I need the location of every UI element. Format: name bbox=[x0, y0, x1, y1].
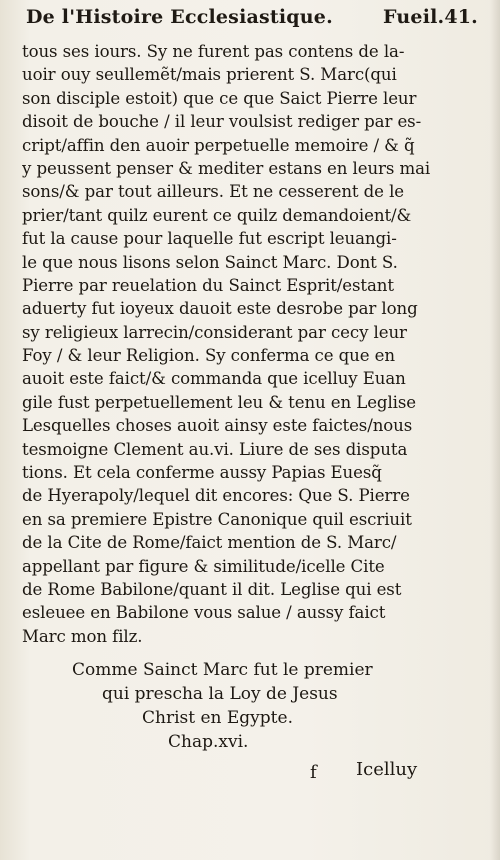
text-line: prier/tant quilz eurent ce quilz demandoient/& bbox=[22, 205, 412, 225]
text-line: Marc mon filz. bbox=[22, 626, 143, 646]
text-line: auoit este faict/& commanda que icelluy Euan bbox=[22, 369, 406, 389]
chapter-heading-line: qui prescha la Loy de Jesus bbox=[102, 684, 338, 704]
text-line: gile fust perpetuellement leu & tenu en Leglise bbox=[22, 392, 416, 412]
text-line: Lesquelles choses auoit ainsy este faictes/nous bbox=[22, 416, 413, 436]
text-line: de Hyerapoly/lequel dit encores: Que S. Pierre bbox=[22, 486, 410, 506]
signature-mark: f bbox=[310, 762, 317, 783]
text-line: son disciple estoit) que ce que Saict Pierre leur bbox=[22, 88, 417, 108]
text-line: disoit de bouche / il leur voulsist rediger par es- bbox=[22, 112, 422, 132]
text-line: de Rome Babilone/quant il dit. Leglise qui est bbox=[22, 579, 402, 599]
text-line: appellant par figure & similitude/icelle Cite bbox=[22, 556, 385, 576]
text-line: esleuee en Babilone vous salue / aussy faict bbox=[22, 603, 386, 623]
text-line: en sa premiere Epistre Canonique quil escriuit bbox=[22, 509, 412, 529]
text-line: sons/& par tout ailleurs. Et ne cesserent de le bbox=[22, 182, 405, 202]
text-line: tesmoigne Clement au.vi. Liure de ses disputa bbox=[22, 439, 408, 459]
text-line: uoir ouy seullemẽt/mais prierent S. Marc(qui bbox=[22, 65, 397, 85]
text-line: Pierre par reuelation du Sainct Esprit/estant bbox=[22, 275, 394, 295]
folio-number: Fueil.41. bbox=[383, 6, 478, 28]
text-line: le que nous lisons selon Sainct Marc. Dont S. bbox=[22, 252, 398, 272]
running-head-title: De l'Histoire Ecclesiastique. bbox=[26, 6, 333, 28]
text-line: aduerty fut ioyeux dauoit este desrobe par long bbox=[22, 299, 418, 319]
chapter-heading-line: Christ en Egypte. bbox=[142, 708, 293, 728]
text-line: cript/affin den auoir perpetuelle memoire / & q̃ bbox=[22, 135, 415, 155]
text-line: sy religieux larrecin/considerant par cecy leur bbox=[22, 322, 407, 342]
chapter-heading-line: Comme Sainct Marc fut le premier bbox=[72, 660, 373, 680]
text-line: tions. Et cela conferme aussy Papias Euesq̃ bbox=[22, 463, 382, 483]
text-line: y peussent penser & mediter estans en leurs mai bbox=[22, 158, 431, 178]
text-line: de la Cite de Rome/faict mention de S. Marc/ bbox=[22, 533, 397, 553]
body-text bbox=[22, 40, 482, 648]
page-edge-shadow bbox=[490, 0, 500, 860]
chapter-number: Chap.xvi. bbox=[168, 732, 249, 752]
catchword: Icelluy bbox=[356, 759, 418, 780]
text-line: Foy / & leur Religion. Sy conferma ce que en bbox=[22, 346, 395, 366]
text-line: fut la cause pour laquelle fut escript leuangi- bbox=[22, 229, 397, 249]
text-line: tous ses iours. Sy ne furent pas contens de la- bbox=[22, 42, 405, 61]
